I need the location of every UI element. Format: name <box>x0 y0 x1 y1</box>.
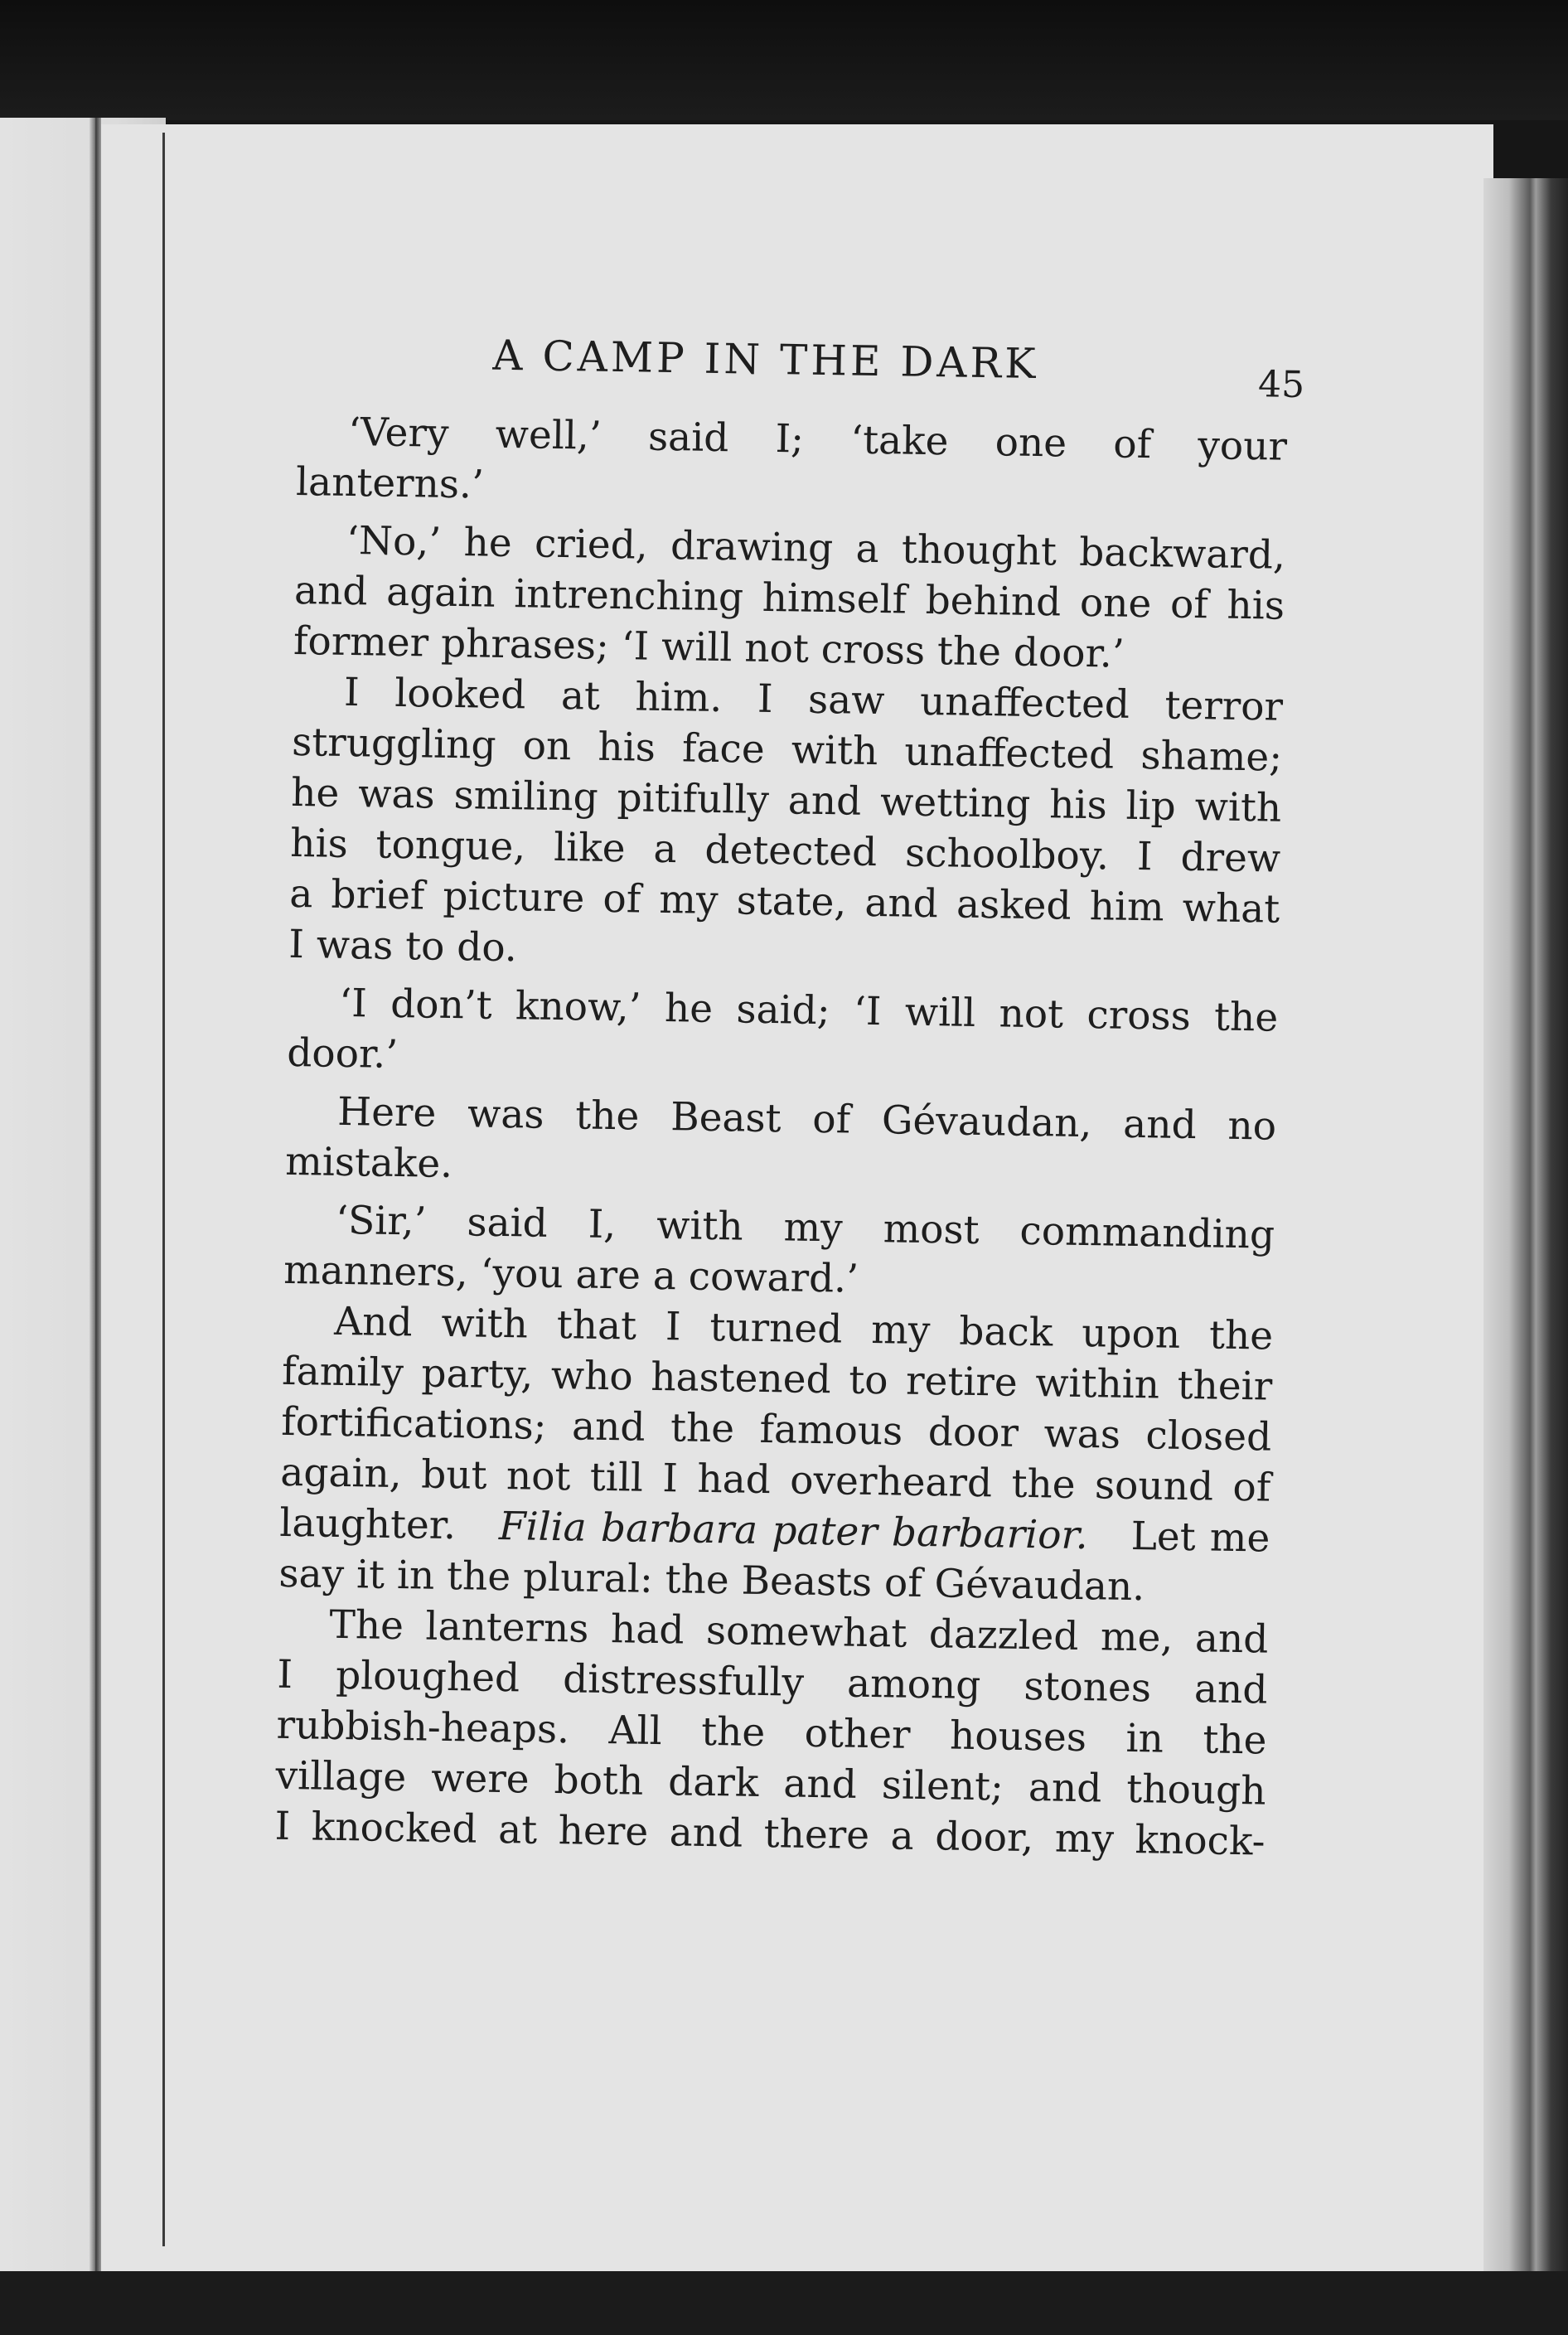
page-fore-edge <box>1483 178 1568 2284</box>
paragraph <box>283 1194 1275 1311</box>
text-line: The lanterns had somewhat dazzled me, and <box>329 1601 1269 1663</box>
text-fragment: laughter. <box>278 1499 457 1549</box>
text-line: manners, ‘you are a coward.’ <box>283 1247 859 1302</box>
paragraph <box>278 1296 1274 1615</box>
text-line: I knocked at here and there a door, my knock- <box>274 1803 1266 1865</box>
latin-phrase: Filia barbara pater barbarior. <box>498 1503 1089 1559</box>
gutter-line <box>162 133 165 2246</box>
text-line: fortifications; and the famous door was closed <box>280 1398 1272 1461</box>
text-line: I was to do. <box>288 921 518 971</box>
text-line: village were both dark and silent; and though <box>275 1752 1266 1814</box>
running-head <box>298 331 1305 422</box>
paragraph <box>288 666 1284 986</box>
text-line: ‘I don’t know,’ he said; ‘I will not cross the <box>338 980 1279 1041</box>
page-text <box>274 331 1305 1868</box>
text-line: I ploughed distressfully among stones and <box>277 1651 1268 1713</box>
running-head-title: A CAMP IN THE DARK <box>492 331 1039 389</box>
text-line: former phrases; ‘I will not cross the door.’ <box>293 618 1125 677</box>
text-line: he was smiling pitifully and wetting his lip with <box>290 769 1282 831</box>
paragraph <box>274 1599 1269 1868</box>
text-line: ‘No,’ he cried, drawing a thought backward, <box>346 517 1286 579</box>
binding-shadow <box>90 118 101 2273</box>
text-line: And with that I turned my back upon the <box>333 1298 1274 1359</box>
text-line: family party, who hastened to retire within their <box>281 1348 1273 1410</box>
text-line: rubbish-heaps. All the other houses in the <box>276 1702 1267 1764</box>
text-fragment: Let me <box>1130 1513 1270 1562</box>
text-line: say it in the plural: the Beasts of Gévaudan. <box>278 1550 1145 1611</box>
text-line: ‘Sir,’ said I, with my most commanding <box>335 1197 1275 1258</box>
text-line: ‘Very well,’ said I; ‘take one of your <box>347 409 1288 470</box>
paragraph <box>293 515 1286 682</box>
page-number: 45 <box>1257 363 1305 407</box>
text-line: struggling on his face with unaffected shame; <box>291 719 1283 781</box>
text-line: I looked at him. I saw unaffected terror <box>343 669 1284 730</box>
paragraph <box>285 1086 1277 1203</box>
text-line: lanterns.’ <box>295 458 485 508</box>
text-line: Here was the Beast of Gévaudan, and no <box>336 1088 1277 1150</box>
paragraph <box>296 406 1288 523</box>
scan-top-border <box>0 0 1568 120</box>
paragraph <box>287 977 1279 1094</box>
text-line: and again intrenching himself behind one of his <box>293 567 1285 629</box>
text-line: a brief picture of my state, and asked him what <box>288 870 1280 933</box>
text-line: again, but not till I had overheard the sound of <box>279 1449 1271 1511</box>
scan-bottom-border <box>0 2271 1568 2335</box>
text-line: mistake. <box>284 1138 453 1188</box>
text-line: his tongue, like a detected schoolboy. I drew <box>289 820 1281 882</box>
text-line: door.’ <box>286 1029 399 1078</box>
